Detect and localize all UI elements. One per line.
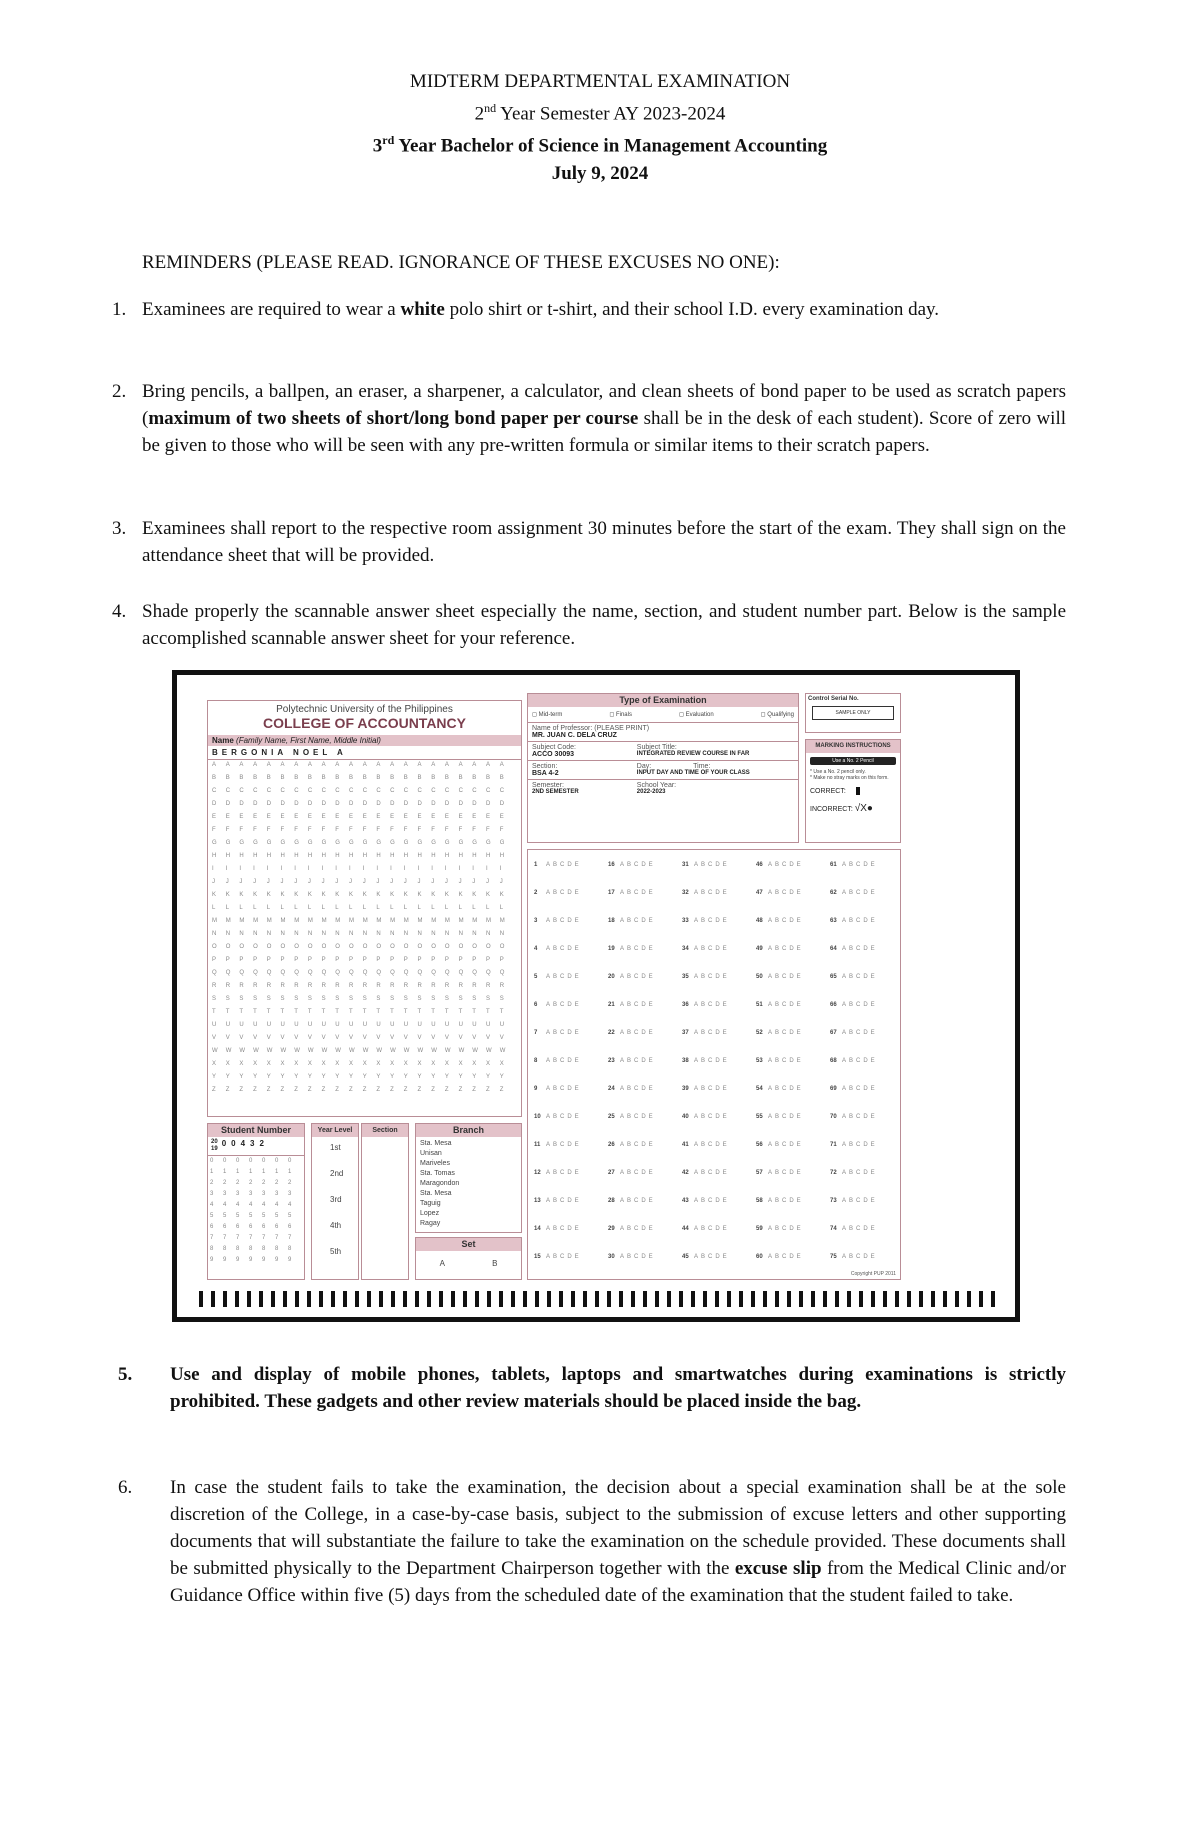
answer-item: 3 ABCDE [534,918,582,924]
year-level-option: 4th [330,1221,342,1230]
reminder-item: 4. Shade properly the scannable answer sheet especially the name, section, and student number part. Below is the sample accomplished scannable answer sheet for your reference. [112,601,1066,649]
section-grid [365,1140,405,1270]
answer-item: 4 ABCDE [534,946,582,952]
exam-title: MIDTERM DEPARTMENTAL EXAMINATION [409,71,791,92]
day-label: Day: [636,763,652,770]
answer-item: 61 ABCDE [830,862,878,868]
answer-item: 49 ABCDE [756,946,804,952]
answer-item: 22 ABCDE [608,1030,656,1036]
exam-types [528,707,798,723]
professor-label: Name of Professor: (PLEASE PRINT) [532,725,650,732]
branch-option: Sta. Mesa [420,1140,452,1147]
exam-date: July 9, 2024 [551,162,649,184]
answer-item: 7 ABCDE [534,1030,582,1036]
incorrect-label: INCORRECT: [810,806,853,813]
name-panel [207,700,522,1117]
answer-item: 12 ABCDE [534,1170,582,1176]
answer-item: 42 ABCDE [682,1170,730,1176]
answer-grid-panel [527,849,901,1280]
answer-item: 75 ABCDE [830,1254,878,1260]
correct-label: CORRECT: [810,787,846,795]
year-level-panel [311,1123,359,1280]
answer-item: 71 ABCDE [830,1142,878,1148]
control-serial-value: SAMPLE ONLY [812,706,894,720]
answer-item: 56 ABCDE [756,1142,804,1148]
branch-title: Branch [416,1124,521,1137]
answer-item: 46 ABCDE [756,862,804,868]
answer-item: 65 ABCDE [830,974,878,980]
answer-item: 73 ABCDE [830,1198,878,1204]
semester-line: 2nd Year Semester AY 2023-2024 [474,101,726,125]
answer-item: 72 ABCDE [830,1170,878,1176]
answer-item: 60 ABCDE [756,1254,804,1260]
answer-item: 54 ABCDE [756,1086,804,1092]
answer-item: 27 ABCDE [608,1170,656,1176]
answer-item: 14 ABCDE [534,1226,582,1232]
section-title: Section [362,1124,408,1137]
answer-item: 69 ABCDE [830,1086,878,1092]
day-time-value: INPUT DAY AND TIME OF YOUR CLASS [636,770,750,776]
answer-item: 50 ABCDE [756,974,804,980]
student-number-grid: 0 1 2 3 4 5 6 7 8 9 0 1 2 3 4 5 6 7 8 9 0 1 2 3 4 5 6 7 8 9 0 1 2 3 4 5 6 7 8 9 0 1 2 3 4 5 6 7 8 9 0 1 2 3 4 5 6 7 8 9 0 1 2 3 4 5 6 7 8 9 [210,1158,292,1263]
exam-type-option: ◻ Mid-term [532,712,563,718]
year-level-option: 1st [330,1143,341,1152]
sample-answer-sheet [172,670,1020,1322]
year-level-option: 3rd [330,1195,342,1204]
answer-item: 62 ABCDE [830,890,878,896]
answer-item: 1 ABCDE [534,862,582,868]
university-name: Polytechnic University of the Philippines [276,704,453,715]
answer-grid [528,850,900,1279]
answer-item: 8 ABCDE [534,1058,582,1064]
year-level-title: Year Level [312,1124,358,1137]
student-number-value: 00432 [221,1139,269,1148]
answer-item: 30 ABCDE [608,1254,656,1260]
year-level-option: 2nd [330,1169,344,1178]
answer-item: 5 ABCDE [534,974,582,980]
control-serial-panel [805,693,901,733]
branch-option: Lopez [420,1210,440,1217]
answer-item: 18 ABCDE [608,918,656,924]
answer-item: 21 ABCDE [608,1002,656,1008]
control-serial-label: Control Serial No. [808,696,859,702]
answer-item: 9 ABCDE [534,1086,582,1092]
answer-item: 31 ABCDE [682,862,730,868]
reminder-item: 1. Examinees are required to wear a white polo shirt or t-shirt, and their school I.D. every examination day. [112,299,940,320]
reminder-item: 6. In case the student fails to take the examination, the decision about a special examination shall be at the sole discretion of the College, in a case-by-case basis, subject to the submission of excuse letters and other supporting documents that will substantiate the failure to take the examination on the schedule provided. These documents shall be submitted physically to the Department Chairperson together with the excuse slip from the Medical Clinic and/or Guidance Office within five (5) days from the scheduled date of the examination that the student failed to take. [118,1477,1066,1606]
answer-item: 35 ABCDE [682,974,730,980]
answer-item: 16 ABCDE [608,862,656,868]
marking-note-1: * Use a No. 2 pencil only. [810,769,866,775]
answer-item: 19 ABCDE [608,946,656,952]
answer-item: 58 ABCDE [756,1198,804,1204]
set-option-b: B [492,1259,498,1268]
answer-item: 17 ABCDE [608,890,656,896]
professor-value: MR. JUAN C. DELA CRUZ [532,732,617,739]
answer-item: 52 ABCDE [756,1030,804,1036]
answer-item: 2 ABCDE [534,890,582,896]
student-number-panel [207,1123,305,1280]
answer-item: 47 ABCDE [756,890,804,896]
subject-code-value: ACCO 30093 [532,751,575,758]
name-label-bar: Name (Family Name, First Name, Middle Initial) [208,735,521,746]
section-value: BSA 4-2 [532,770,559,777]
answer-item: 48 ABCDE [756,918,804,924]
set-option-a: A [439,1259,445,1268]
name-bubble-grid: A B C D E F G H I J K L M N O P Q R S T U V W X Y Z A B C D E F G H I J K L M N O P Q R S T U V W X Y Z A B C D E F G H I J K L M N O P Q R S T U V W X Y Z A B C D E F G H I J K L M N O P Q R S T U V W X Y Z A B C D E F G H I J K L M N O P Q R S T U V W X Y Z A B C D E F G H I J K L M N O P Q R S T U V W X Y Z A B C D E F G H I J K L M N O P Q R S T U V W X Y Z A B C D E F G H I J K L M N O P Q R S T U V W X Y Z A B C D E F G H I J K L M N O P Q R S T U V W X Y Z A B C D E F G H I J K L M N O P Q R S T U V W X Y Z A B C D E F G H I J K L M N O P Q R S T U V W X Y Z A B C D E F G H I J K L M N O P Q R S T U V W X Y Z A B C D E F G H I J K L M N O P Q R S T U V W X Y Z A B C D E F G H I J K L M N O P Q R S T U V W X Y Z A B C D E F G H I J K L M N O P Q R S T U V W X Y Z A B C D E F G H I J K L M N O P Q R S T U V W X Y Z A B C D E F G H I J K L M N O P Q R S T U V W X Y Z A B C D E F G H I J K L M N O P Q R S T U V W X Y Z A B C D E F G H I J K L M N O P Q R S T U V W X Y Z A B C D E F G H I J K L M N O P Q R S T U V W X Y Z A B C D E F G H I J K L M N O P Q R S T U V W X Y Z A B C D E F G H I J K L M N O P Q R S T U V W X Y Z [212,762,506,1093]
answer-item: 43 ABCDE [682,1198,730,1204]
answer-item: 10 ABCDE [534,1114,582,1120]
answer-item: 74 ABCDE [830,1226,878,1232]
answer-item: 59 ABCDE [756,1226,804,1232]
section-label: Section: [532,763,558,770]
answer-item: 57 ABCDE [756,1170,804,1176]
answer-item: 15 ABCDE [534,1254,582,1260]
answer-item: 29 ABCDE [608,1226,656,1232]
set-panel [415,1237,522,1280]
document-header [0,68,1200,187]
exam-info-panel [527,693,799,843]
branch-option: Ragay [420,1220,441,1227]
answer-item: 32 ABCDE [682,890,730,896]
semester-value: 2ND SEMESTER [532,789,579,795]
answer-item: 34 ABCDE [682,946,730,952]
branch-option: Sta. Tomas [420,1170,455,1177]
answer-item: 40 ABCDE [682,1114,730,1120]
answer-item: 55 ABCDE [756,1114,804,1120]
answer-item: 23 ABCDE [608,1058,656,1064]
answer-item: 38 ABCDE [682,1058,730,1064]
answer-item: 68 ABCDE [830,1058,878,1064]
answer-item: 6 ABCDE [534,1002,582,1008]
branch-option: Taguig [420,1200,441,1207]
answer-item: 25 ABCDE [608,1114,656,1120]
year-level-list [312,1137,358,1279]
answer-item: 33 ABCDE [682,918,730,924]
answer-item: 66 ABCDE [830,1002,878,1008]
marking-note-2: * Make no stray marks on this form. [810,775,889,781]
answer-item: 64 ABCDE [830,946,878,952]
answer-item: 53 ABCDE [756,1058,804,1064]
set-title: Set [416,1238,521,1251]
marking-title: MARKING INSTRUCTIONS [806,740,900,753]
marking-instructions-panel [805,739,901,843]
branch-list [416,1137,521,1231]
branch-option: Mariveles [420,1160,450,1167]
time-label: Time: [693,763,711,770]
type-of-exam-title: Type of Examination [528,694,798,707]
answer-item: 41 ABCDE [682,1142,730,1148]
answer-item: 11 ABCDE [534,1142,582,1148]
answer-item: 39 ABCDE [682,1086,730,1092]
branch-panel [415,1123,522,1233]
answer-item: 36 ABCDE [682,1002,730,1008]
semester-label: Semester: [532,782,564,789]
answer-item: 24 ABCDE [608,1086,656,1092]
student-number-prefix: 20 19 [211,1139,218,1152]
exam-type-option: ◻ Qualifying [760,712,794,718]
reminder-item: 3. Examinees shall report to the respective room assignment 30 minutes before the start of the exam. They shall sign on the attendance sheet that will be provided. [112,518,1066,566]
exam-type-option: ◻ Evaluation [678,712,714,718]
branch-option: Maragondon [420,1180,460,1187]
college-name: COLLEGE OF ACCOUNTANCY [263,715,466,731]
program-line: 3rd Year Bachelor of Science in Management Accounting [372,133,828,157]
year-level-option: 5th [330,1247,342,1256]
answer-item: 44 ABCDE [682,1226,730,1232]
subject-title-value: INTEGRATED REVIEW COURSE IN FAR [636,751,750,757]
branch-option: Unisan [420,1150,442,1157]
answer-item: 63 ABCDE [830,918,878,924]
timing-marks [199,1291,999,1307]
name-value: BERGONIA NOEL A [208,746,521,760]
exam-type-option: ◻ Finals [609,712,632,718]
answer-item: 20 ABCDE [608,974,656,980]
branch-option: Sta. Mesa [420,1190,452,1197]
reminder-item: 5. Use and display of mobile phones, tablets, laptops and smartwatches during examinations is strictly prohibited. These gadgets and other review materials should be placed inside the bag. [118,1364,1066,1412]
school-year-value: 2022-2023 [636,789,666,795]
student-number-title: Student Number [208,1124,304,1137]
answer-item: 51 ABCDE [756,1002,804,1008]
school-year-label: School Year: [636,782,677,789]
pencil-icon: Use a No. 2 Pencil [810,757,896,765]
reminder-item: 2. Bring pencils, a ballpen, an eraser, a sharpener, a calculator, and clean sheets of bond paper to be used as scratch papers (maximum of two sheets of short/long bond paper per course shall be in the desk of each student). Score of zero will be given to those who will be seen with any pre-written formula or similar items to their scratch papers. [112,381,1067,456]
answer-item: 70 ABCDE [830,1114,878,1120]
subject-title-label: Subject Title: [636,744,677,751]
answer-item: 37 ABCDE [682,1030,730,1036]
section-panel [361,1123,409,1280]
answer-item: 28 ABCDE [608,1198,656,1204]
answer-item: 45 ABCDE [682,1254,730,1260]
copyright: Copyright PUP 2011 [850,1271,896,1277]
subject-code-label: Subject Code: [532,744,576,751]
answer-item: 67 ABCDE [830,1030,878,1036]
answer-item: 26 ABCDE [608,1142,656,1148]
answer-item: 13 ABCDE [534,1198,582,1204]
incorrect-marks: √X● [854,803,873,814]
reminders-title: REMINDERS (PLEASE READ. IGNORANCE OF THESE EXCUSES NO ONE): [142,252,780,273]
